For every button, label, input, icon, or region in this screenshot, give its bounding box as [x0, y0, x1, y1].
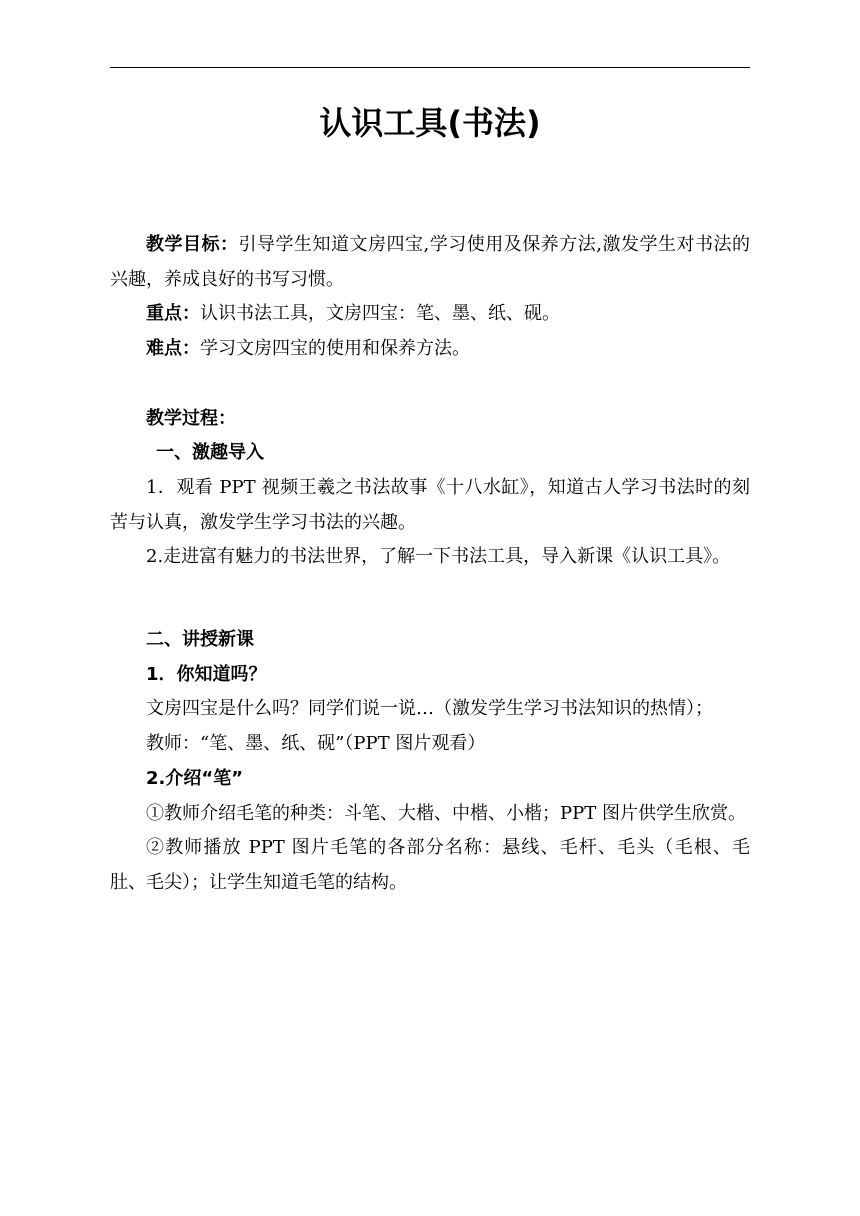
section1-item: 2.走进富有魅力的书法世界，了解一下书法工具，导入新课《认识工具》。 — [146, 546, 731, 568]
section2-sub1-heading: 1．你知道吗？ — [146, 663, 267, 685]
objectives-text: 引导学生知道文房四宝,学习使用及保养方法,激发学生对书法的兴趣，养成良好的书写习惯。 — [110, 234, 750, 290]
spacer — [110, 367, 750, 402]
section2-sub1-question: 文房四宝是什么吗？同学们说一说…（激发学生学习书法知识的热情）； — [146, 698, 713, 720]
difficulties-label: 难点： — [146, 338, 200, 360]
spacer — [110, 575, 750, 623]
section2-sub2-item: ①教师介绍毛笔的种类：斗笔、大楷、中楷、小楷；PPT 图片供学生欣赏。 — [146, 802, 746, 824]
process-heading: 教学过程： — [146, 407, 236, 429]
key-points-label: 重点： — [146, 303, 200, 325]
objectives-paragraph — [110, 228, 750, 297]
section2-sub2-item: ②教师播放 PPT 图片毛笔的各部分名称：悬线、毛杆、毛头（毛根、毛肚、毛尖）；让学生知道毛笔的结构。 — [110, 837, 750, 893]
difficulties-paragraph — [110, 332, 750, 367]
section1-item: 1．观看 PPT 视频王羲之书法故事《十八水缸》，知道古人学习书法时的刻苦与认真，激发学生学习书法的兴趣。 — [110, 476, 750, 533]
section2-sub1-teacher: 教师：“笔、墨、纸、砚”（PPT 图片观看） — [146, 733, 486, 755]
section2-heading: 二、讲授新课 — [146, 629, 254, 651]
header-rule — [110, 67, 750, 68]
section1-heading: 一、激趣导入 — [156, 442, 264, 464]
objectives-label: 教学目标： — [146, 234, 239, 255]
key-points-paragraph — [110, 297, 750, 332]
section2-sub2-heading: 2.介绍“笔” — [146, 767, 244, 789]
difficulties-text: 学习文房四宝的使用和保养方法。 — [200, 338, 470, 360]
document-title: 认识工具(书法) — [319, 104, 541, 142]
document-body — [110, 228, 750, 901]
key-points-text: 认识书法工具，文房四宝：笔、墨、纸、砚。 — [200, 303, 560, 325]
